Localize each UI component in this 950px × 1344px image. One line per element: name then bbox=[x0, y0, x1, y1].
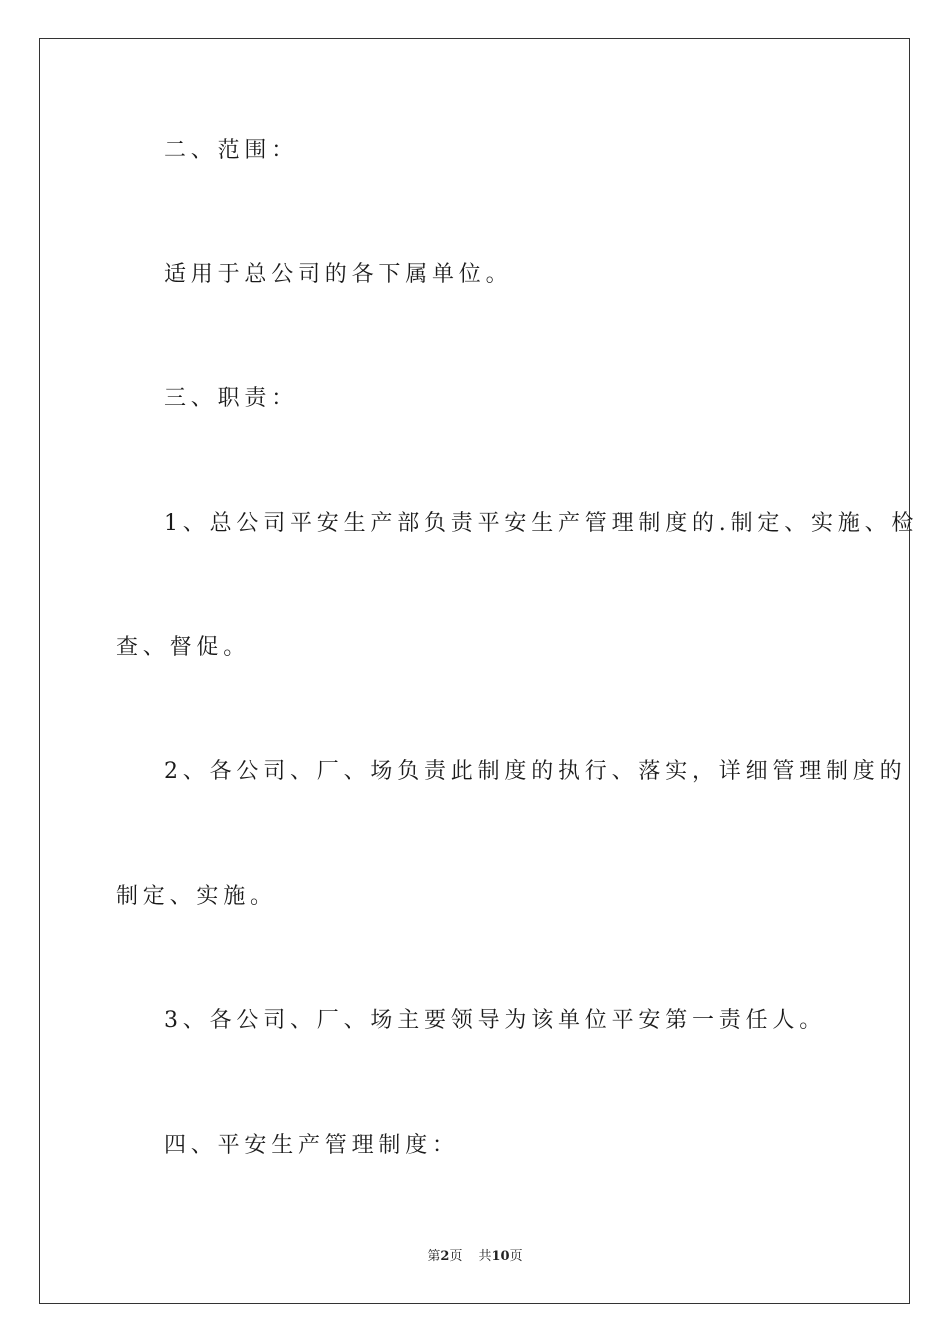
paragraph-duty-2-line-1: 2、各公司、厂、场负责此制度的执行、落实，详细管理制度的 bbox=[164, 759, 907, 784]
paragraph-duty-2-line-2: 制定、实施。 bbox=[116, 884, 277, 909]
section-heading-scope: 二、范围： bbox=[164, 138, 299, 163]
page-footer bbox=[0, 1248, 950, 1266]
footer-page-suffix: 页 bbox=[449, 1249, 463, 1264]
paragraph-duty-3: 3、各公司、厂、场主要领导为该单位平安第一责任人。 bbox=[164, 1008, 826, 1033]
footer-total-pages: 10 bbox=[491, 1249, 510, 1264]
footer-page-prefix: 第 bbox=[427, 1249, 441, 1264]
section-heading-management-system: 四、平安生产管理制度： bbox=[164, 1133, 459, 1158]
page-border bbox=[39, 38, 910, 1304]
footer-page-number: 2 bbox=[440, 1249, 450, 1264]
paragraph-scope-body: 适用于总公司的各下属单位。 bbox=[164, 262, 513, 287]
footer-total-prefix: 共 bbox=[478, 1249, 492, 1264]
paragraph-duty-1-line-2: 查、督促。 bbox=[116, 635, 251, 660]
section-heading-duties: 三、职责： bbox=[164, 386, 299, 411]
footer-total-suffix: 页 bbox=[509, 1249, 523, 1264]
paragraph-duty-1-line-1: 1、总公司平安生产部负责平安生产管理制度的.制定、实施、检 bbox=[164, 511, 919, 536]
